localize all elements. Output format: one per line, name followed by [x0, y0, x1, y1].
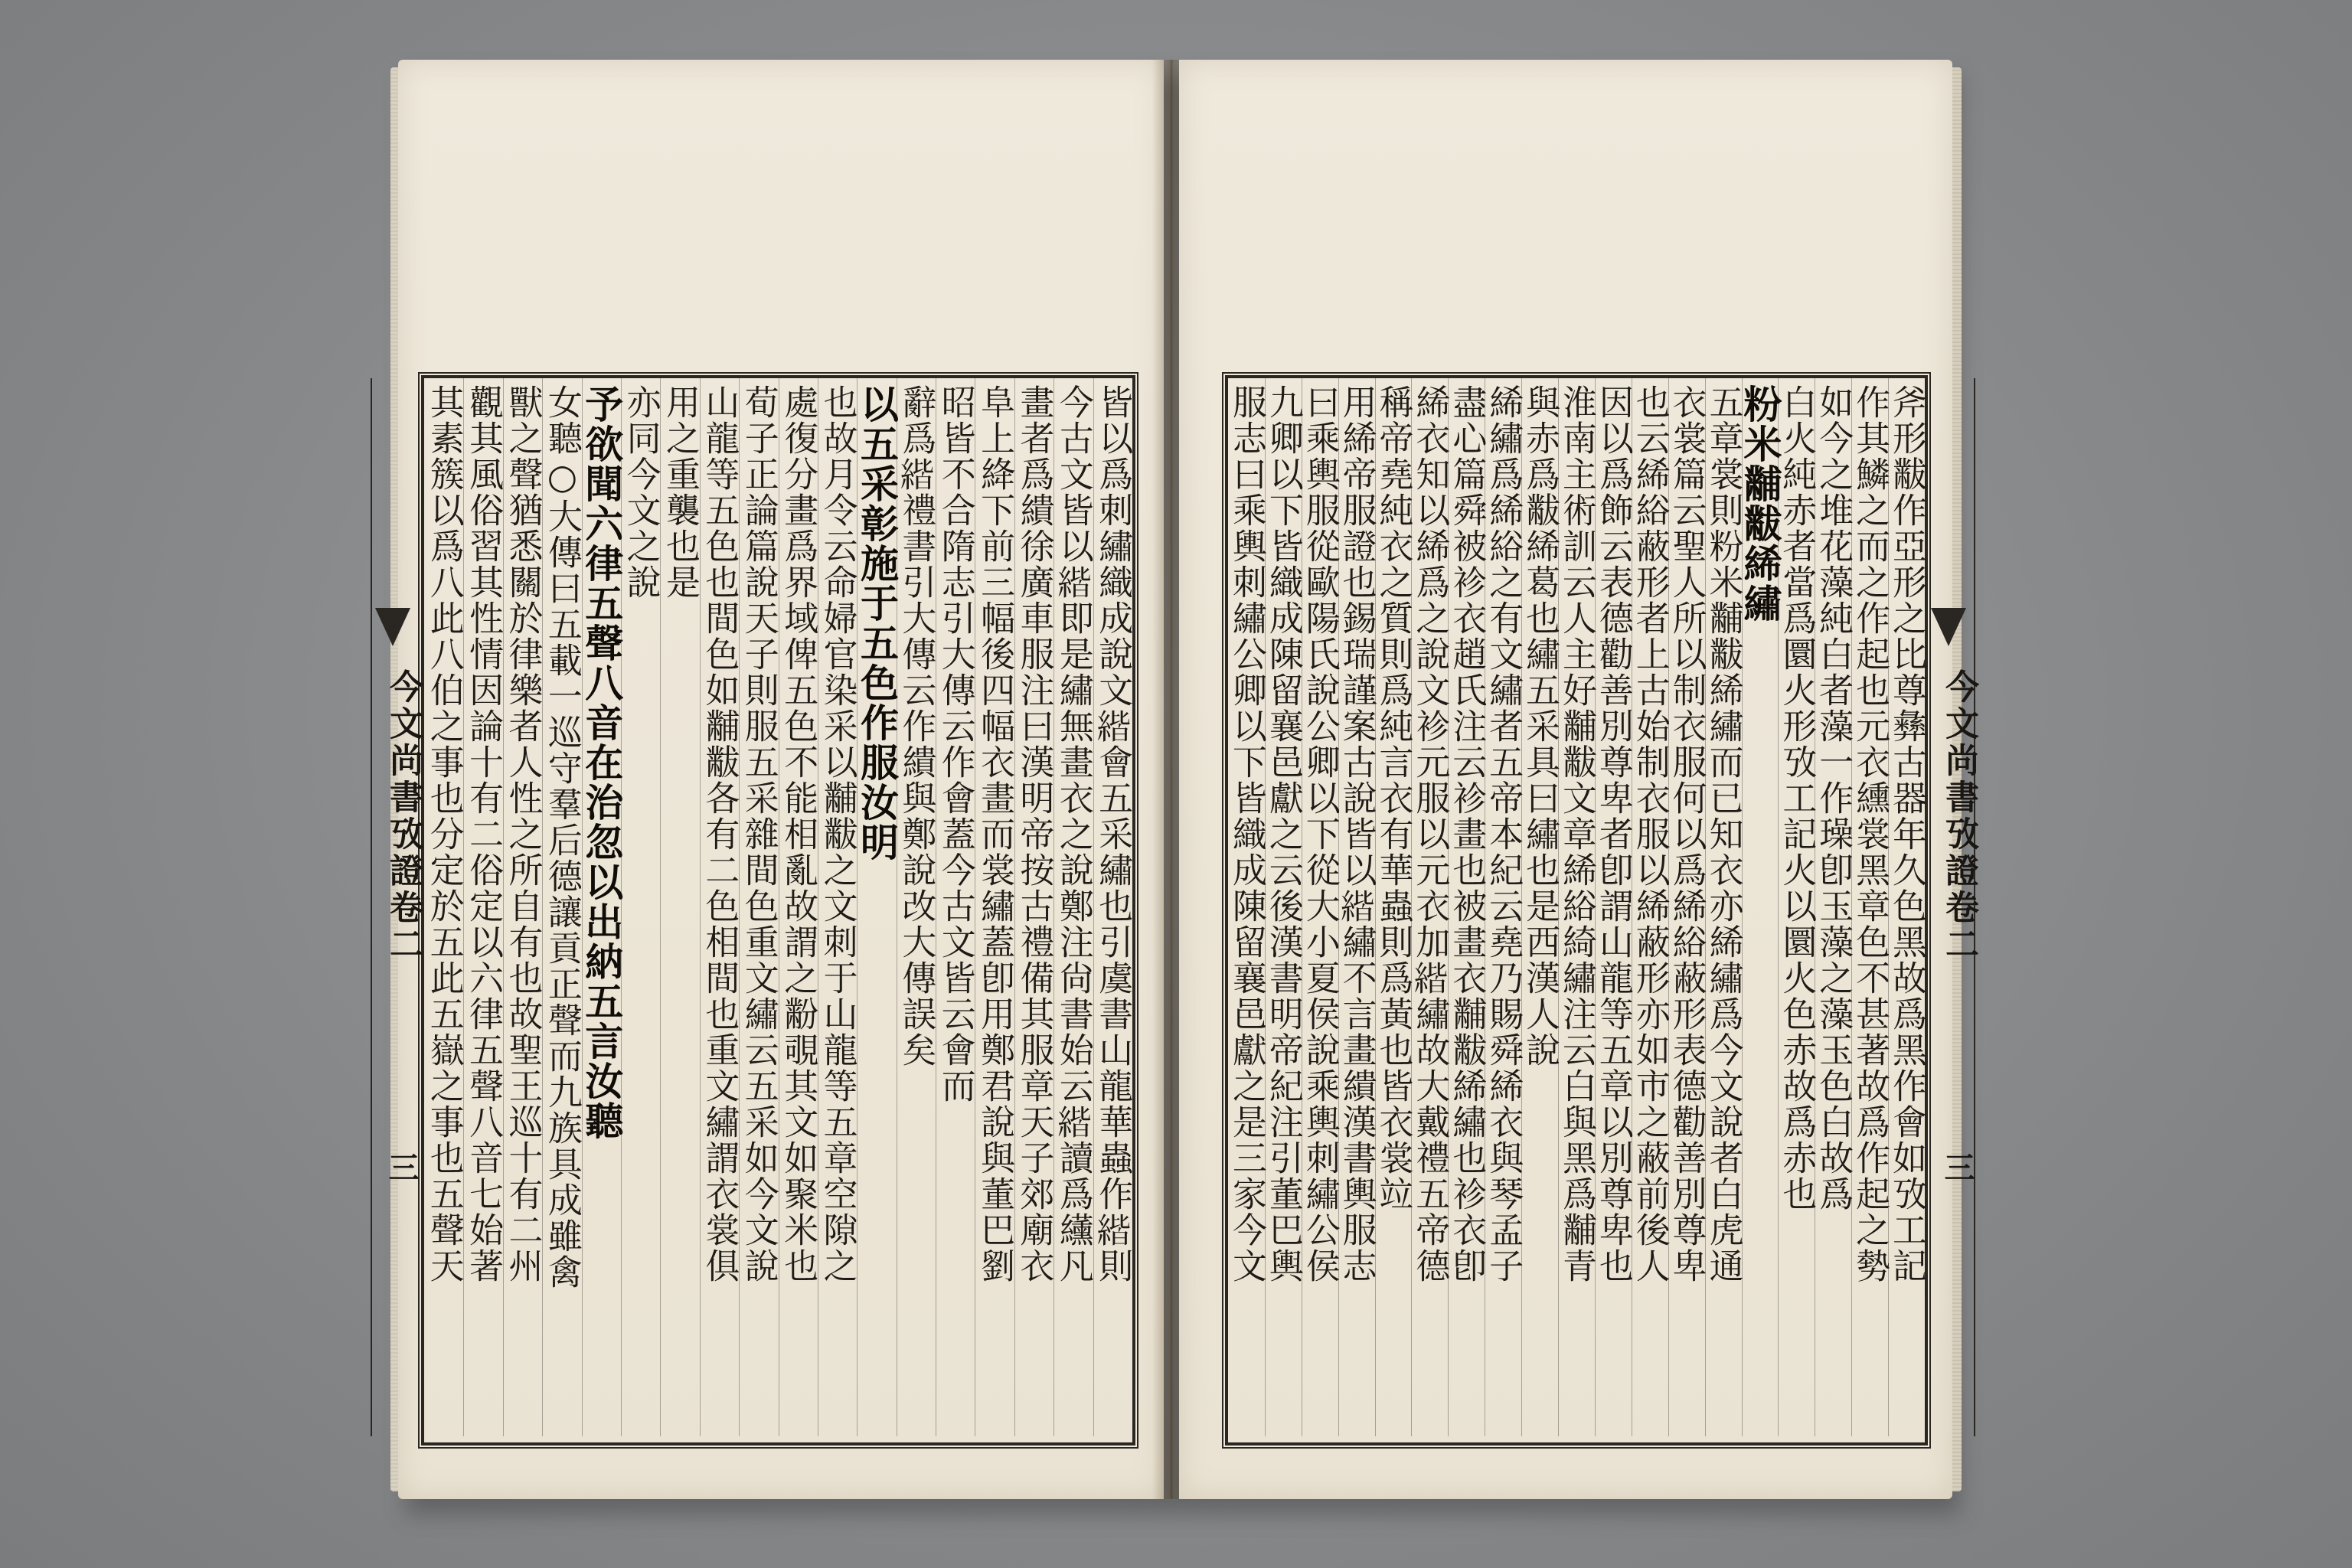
open-book [384, 60, 1978, 1514]
column-rule [1742, 378, 1743, 1436]
left-text-frame [384, 375, 1135, 1446]
column-rule [503, 378, 504, 1436]
left-page-text-column: 也故月令云命婦官染采以黼黻之文刺于山龍等五章空隙之 [817, 384, 858, 1284]
left-page-text-column: 昭皆不合隋志引大傳云作會蓋今古文皆云會而 [935, 384, 976, 1104]
column-rule [1888, 378, 1889, 1436]
column-rule [1338, 378, 1339, 1436]
left-band-page-number: 三 [384, 1152, 420, 1182]
right-page-text-column: 因以爲飾云表德勸善別尊卑者卽謂山龍等五章以別尊卑也 [1592, 384, 1634, 1284]
column-rule [621, 378, 622, 1436]
column-rule [1778, 378, 1779, 1436]
column-rule [463, 378, 464, 1436]
right-fold-band [1926, 378, 1978, 1436]
left-page-text-column: 亦同今文之說 [620, 384, 662, 600]
right-page-text-column: 稱帝堯純衣之質則爲純言衣有華蟲則爲黃也皆衣裳竝 [1373, 384, 1414, 1212]
left-band-title: 今文尚書攷證卷二 [384, 669, 423, 963]
column-rule [542, 378, 543, 1436]
left-page-text-column: 皆以爲刺繡織成說文𦂄會五采繡也引虞書山龍華蟲作𦂄則 [1093, 384, 1134, 1284]
left-page-text-column: 用之重襲也是 [660, 384, 701, 600]
column-rule [1375, 378, 1376, 1436]
column-rule [660, 378, 661, 1436]
right-page [1179, 60, 1978, 1499]
column-rule [1521, 378, 1522, 1436]
right-page-text-column: 如今之堆花藻純白者藻一作璪卽玉藻之藻玉色白故爲 [1813, 384, 1854, 1212]
right-page-text-column: 作其鱗之而之作起也元衣纁裳黑章色不甚著故爲作起之勢 [1850, 384, 1891, 1284]
left-page-text-column: 以五采彰施于五色作服汝明 [854, 384, 900, 862]
right-band-page-number: 三 [1939, 1152, 1975, 1182]
column-rule [1558, 378, 1559, 1436]
left-page-text-column: 處復分畫爲界域俾五色不能相亂故謂之黺覗其文如聚米也 [778, 384, 819, 1284]
left-page-text-column: 予欲聞六律五聲八音在治忽以出納五言汝聽 [579, 384, 625, 1141]
left-fold-band [371, 378, 423, 1436]
left-page-text-column: 觀其風俗習其性情因論十有二俗定以六律五聲八音七始著 [463, 384, 505, 1284]
left-page-text-column: 畫者爲繢徐廣車服注曰漢明帝按古禮備其服章天子郊廟衣 [1014, 384, 1055, 1284]
right-page-text-column: 粉米黼黻絺繡 [1737, 384, 1783, 623]
column-rule [582, 378, 583, 1436]
column-rule [1595, 378, 1596, 1436]
column-rule [1668, 378, 1669, 1436]
right-page-text-column: 絺衣知以絺爲之說文袗元服以元衣加𦂄繡故大戴禮五帝德 [1410, 384, 1451, 1284]
left-page-text-column: 荀子正論篇說天子則服五采雜間色重文繡云五采如今文說 [738, 384, 779, 1284]
right-page-text-column: 白火純赤者當爲圜火形攷工記火以圜火色赤故爲赤也 [1776, 384, 1818, 1212]
column-rule [1411, 378, 1412, 1436]
column-rule [1851, 378, 1852, 1436]
left-page-text-column: 阜上絳下前三幅後四幅衣畫而裳繡蓋卽用鄭君說與董巴劉 [975, 384, 1016, 1284]
column-rule [1448, 378, 1449, 1436]
column-rule [739, 378, 740, 1436]
column-rule [1265, 378, 1266, 1436]
right-page-text-column: 九卿以下皆織成陳留襄邑獻之云後漢書明帝紀注引董巴輿 [1263, 384, 1304, 1284]
column-rule [1705, 378, 1706, 1436]
column-rule [700, 378, 701, 1436]
right-page-text-column: 絺繡爲絺綌之有文繡者五帝本紀云堯乃賜舜絺衣與琴孟子 [1483, 384, 1524, 1284]
right-page-text-column: 也云絺綌蔽形者上古始制衣服以絺蔽形亦如市之蔽前後人 [1629, 384, 1671, 1284]
left-page-text-column: 今古文皆以𦂄即是繡無畫衣之說鄭注尙書始云𦂄讀爲䌲凡 [1053, 384, 1094, 1284]
left-page-text-column: 獸之聲猶悉關於律樂者人性之所自有也故聖王巡十有二州 [502, 384, 544, 1284]
right-page-text-column: 五章裳則粉米黼黻絺繡而已知衣亦絺繡爲今文說者白虎通 [1703, 384, 1744, 1284]
column-rule [1014, 378, 1015, 1436]
right-page-text-column: 盡心篇舜被袗衣趙氏注云袗畫也被畫衣黼黻絺繡也袗衣卽 [1446, 384, 1488, 1284]
left-page-text-column: 女聽○大傳曰五載一巡守羣后德讓貢正聲而九族具成雖禽 [541, 384, 583, 1290]
right-page-text-column: 衣裳篇云聖人所以制衣服何以爲絺綌蔽形表德勸善別尊卑 [1666, 384, 1707, 1284]
right-band-title: 今文尚書攷證卷二 [1939, 669, 1978, 963]
column-rule [857, 378, 858, 1436]
left-page-text-column: 辭爲𦂄禮書引大傳云作繢與鄭說改大傳誤矣 [896, 384, 937, 1068]
column-rule [1093, 378, 1094, 1436]
right-page-text-column: 服志曰乘輿刺繡公卿以下皆織成陳留襄邑獻之是三家今文 [1226, 384, 1267, 1284]
left-page [384, 60, 1164, 1499]
right-page-text-column: 用絺帝服證也錫瑞謹案古說皆以𦂄繡不言畫繢漢書輿服志 [1336, 384, 1377, 1284]
right-page-text-column: 曰乘輿服從歐陽氏說公卿以下從大小夏侯說乘輿刺繡公侯 [1299, 384, 1341, 1284]
right-page-text-column: 斧形黻作亞形之比尊彝古器年久色黑故爲黑作會如攷工記 [1886, 384, 1928, 1284]
left-page-text-column: 其素簇以爲八此八伯之事也分定於五此五嶽之事也五聲天 [423, 384, 465, 1284]
right-page-text-column: 與赤爲黻絺葛也繡五采具曰繡也是西漢人說 [1520, 384, 1561, 1068]
left-page-text-column: 山龍等五色也間色如黼黻各有二色相間也重文繡謂衣裳俱 [699, 384, 740, 1284]
right-page-text-column: 淮南主術訓云人主好黼黻文章絺綌綺繡注云白與黑爲黼青 [1557, 384, 1597, 1284]
right-text-frame [1225, 375, 1978, 1446]
